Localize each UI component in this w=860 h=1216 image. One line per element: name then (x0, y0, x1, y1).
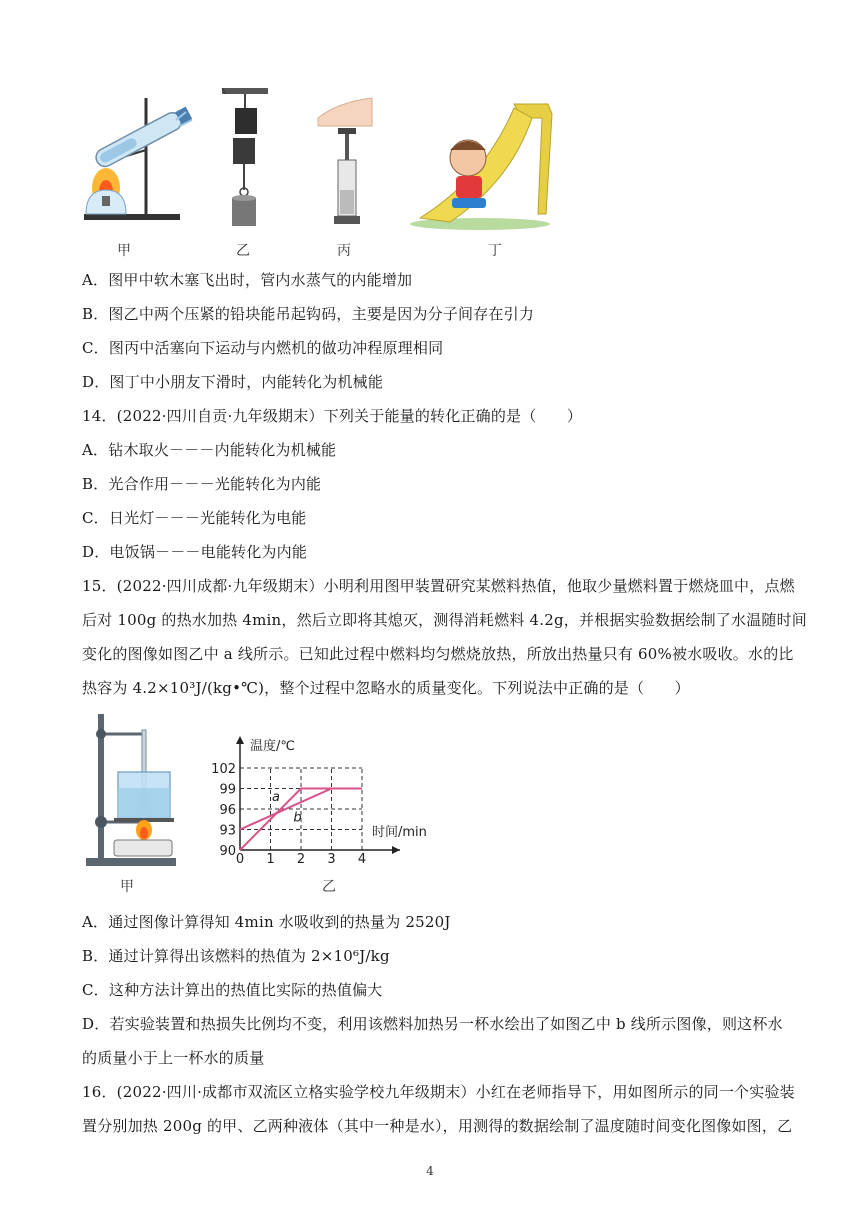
q13-option-c: C．图丙中活塞向下运动与内燃机的做功冲程原理相同 (82, 339, 444, 357)
fig1-label-ding: 丁 (488, 243, 502, 259)
y-tick-label: 96 (219, 803, 236, 818)
y-tick-label: 90 (219, 844, 236, 859)
x-tick-label: 2 (296, 852, 306, 867)
page-number: 4 (426, 1164, 434, 1178)
y-axis-label: 温度/℃ (250, 739, 295, 754)
fig-lead-blocks (222, 88, 268, 226)
q15-option-d-line-1: D．若实验装置和热损失比例均不变，利用该燃料加热另一杯水绘出了如图乙中 b 线所示图像，则这杯水 (82, 1015, 783, 1033)
q15-apparatus-figure (80, 706, 190, 874)
q15-stem-line-1: 15．(2022·四川成都·九年级期末）小明利用图甲装置研究某燃料热值，他取少量燃料置于燃烧皿中，点燃 (82, 577, 795, 595)
q14-option-d: D．电饭锅－－－电能转化为内能 (82, 543, 308, 561)
q15-stem-line-2: 后对 100g 的热水加热 4min，然后立即将其熄灭，测得消耗燃料 4.2g，并根据实验数据绘制了水温随时间 (82, 611, 807, 629)
x-axis-arrow (392, 846, 400, 854)
y-tick-label: 99 (219, 782, 236, 798)
q15-figure-label-yi: 乙 (322, 879, 336, 895)
q15-option-c: C．这种方法计算出的热值比实际的热值偏大 (82, 981, 383, 999)
q14-option-a: A．钻木取火－－－内能转化为机械能 (82, 441, 337, 459)
q15-stem-line-3: 变化的图像如图乙中 a 线所示。已知此过程中燃料均匀燃烧放热，所放出热量只有 60%被水吸收。水的比 (82, 645, 794, 663)
q15-option-b: B．通过计算得出该燃料的热值为 2×10⁶J/kg (82, 947, 390, 965)
q13-option-b: B．图乙中两个压紧的铅块能吊起钩码，主要是因为分子间存在引力 (82, 305, 535, 323)
fig-hand-syringe (318, 98, 372, 224)
series-label-b: b (293, 810, 302, 826)
q14-option-c: C．日光灯－－－光能转化为电能 (82, 509, 307, 527)
x-tick-label: 1 (266, 852, 275, 867)
q15-temperature-chart (200, 730, 450, 870)
fig1-label-yi: 乙 (236, 243, 250, 259)
fig1-label-jia: 甲 (117, 243, 131, 259)
fig-test-tube-apparatus (84, 98, 193, 220)
q15-option-a: A．通过图像计算得知 4min 水吸收到的热量为 2520J (82, 913, 451, 931)
y-axis-arrow (236, 736, 244, 744)
q15-stem-line-4: 热容为 4.2×10³J/(kg•℃)，整个过程中忽略水的质量变化。下列说法中正确的是（ ） (82, 679, 690, 697)
x-tick-label: 4 (357, 852, 367, 867)
fig-slide-child (410, 104, 552, 230)
q15-figure-label-jia: 甲 (120, 879, 134, 895)
q16-stem-line-1: 16．(2022·四川·成都市双流区立格实验学校九年级期末）小红在老师指导下，用如图所示的同一个实验装 (82, 1083, 795, 1101)
q13-option-a: A．图甲中软木塞飞出时，管内水蒸气的内能增加 (82, 271, 413, 289)
fig1-label-bing: 丙 (337, 243, 351, 259)
x-tick-label: 3 (327, 852, 336, 867)
q14-stem: 14．(2022·四川自贡·九年级期末）下列关于能量的转化正确的是（ ） (82, 407, 583, 425)
q14-option-b: B．光合作用－－－光能转化为内能 (82, 475, 322, 493)
q16-stem-line-2: 置分别加热 200g 的甲、乙两种液体（其中一种是水），用测得的数据绘制了温度随时间变化图像如图，乙 (82, 1117, 793, 1135)
x-tick-label: 0 (235, 852, 245, 867)
figure-1-illustrations (0, 0, 860, 240)
y-tick-label: 93 (219, 823, 236, 839)
q15-option-d-line-2: 的质量小于上一杯水的质量 (82, 1049, 265, 1067)
y-tick-label: 102 (211, 762, 236, 777)
series-label-a: a (272, 789, 280, 805)
q13-option-d: D．图丁中小朋友下滑时，内能转化为机械能 (82, 373, 384, 391)
x-axis-label: 时间/min (372, 825, 427, 840)
